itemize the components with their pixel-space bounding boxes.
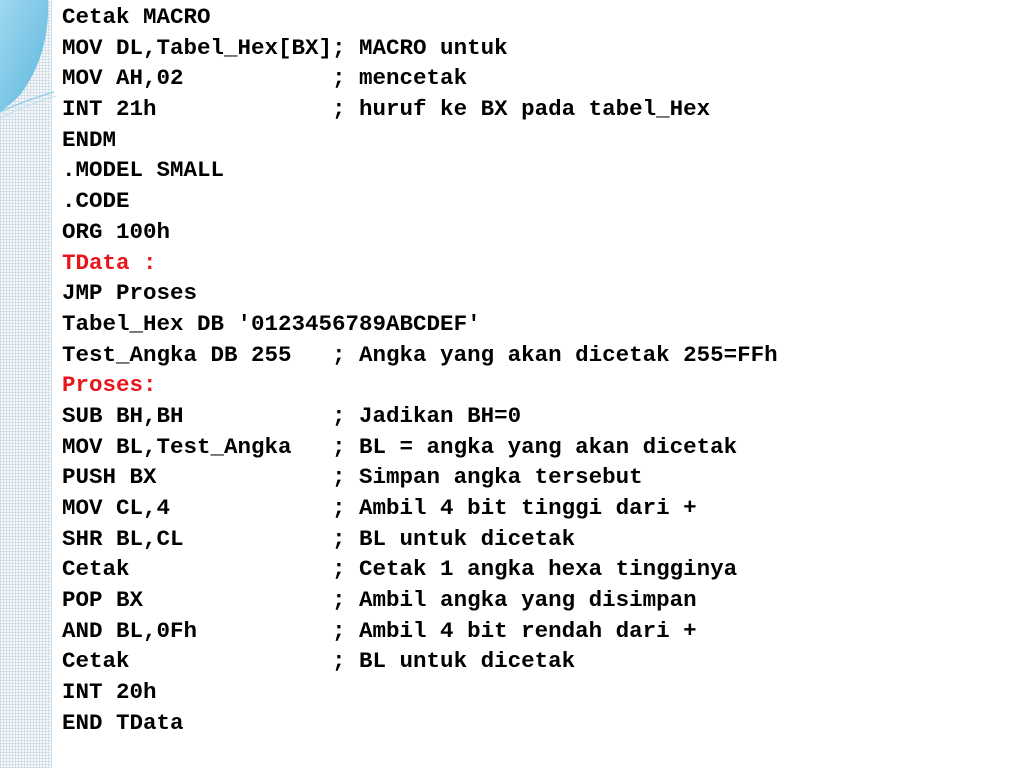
code-line: MOV DL,Tabel_Hex[BX]; MACRO untuk [62,34,508,61]
code-line: PUSH BX ; Simpan angka tersebut [62,464,643,491]
code-label-line: Proses: [62,372,157,399]
code-line: Test_Angka DB 255 ; Angka yang akan dicetak 255=FFh [62,341,778,368]
code-label-line: TData : [62,249,157,276]
corner-swoosh-graphic [0,0,56,130]
code-line: MOV CL,4 ; Ambil 4 bit tinggi dari + [62,495,697,521]
code-line: .MODEL SMALL [62,157,225,184]
code-line: INT 20h [62,679,157,706]
code-line: POP BX ; Ambil angka yang disimpan [62,587,697,614]
assembly-code-listing [62,2,1012,739]
code-line: Cetak ; Cetak 1 angka hexa tingginya [62,556,738,583]
code-line: INT 21h ; huruf ke BX pada tabel_Hex [62,96,711,123]
code-line: ENDM [62,126,117,153]
code-line: Tabel_Hex DB '0123456789ABCDEF' [62,310,481,337]
code-line: Cetak MACRO [62,4,211,30]
code-line: Cetak ; BL untuk dicetak [62,648,576,675]
code-line: AND BL,0Fh ; Ambil 4 bit rendah dari + [62,617,697,644]
code-line: MOV AH,02 ; mencetak [62,65,468,92]
code-line: END TData [62,709,184,736]
code-line: JMP Proses [62,280,198,307]
code-line: ORG 100h [62,218,171,245]
code-line: SHR BL,CL ; BL untuk dicetak [62,525,576,552]
code-line: SUB BH,BH ; Jadikan BH=0 [62,402,522,429]
code-line: MOV BL,Test_Angka ; BL = angka yang akan dicetak [62,433,738,460]
code-line: .CODE [62,188,130,215]
